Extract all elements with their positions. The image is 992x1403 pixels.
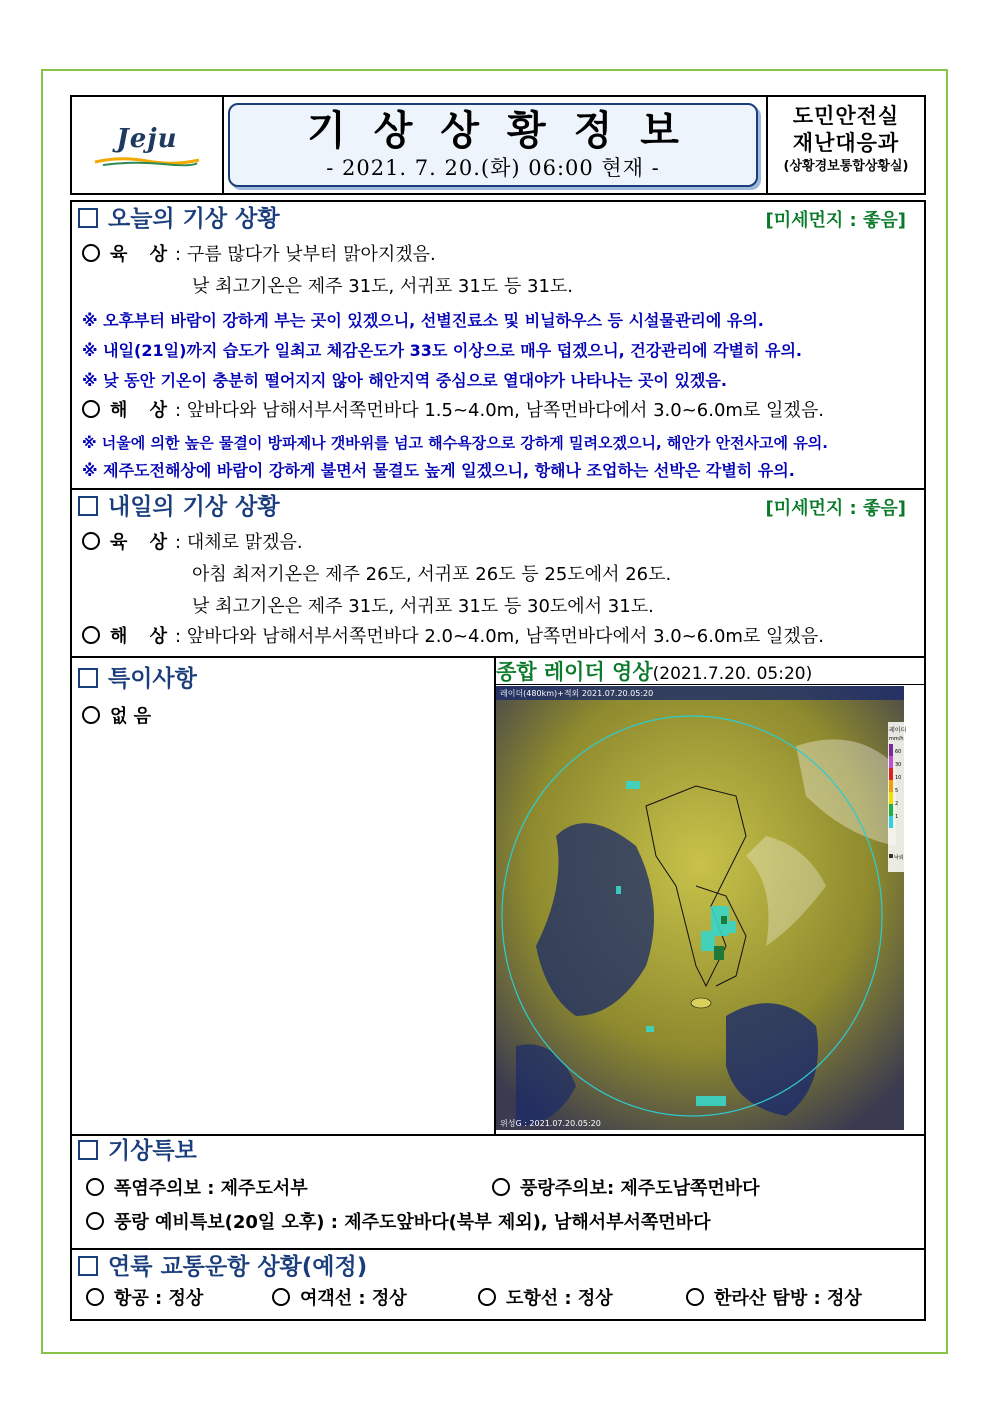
today-title: 오늘의 기상 상황 <box>78 204 280 234</box>
transport-item-ferry: 여객선 : 정상 <box>272 1286 407 1312</box>
today-section <box>72 202 924 490</box>
radar-legend <box>888 722 906 872</box>
report-date: - 2021. 7. 20.(화) 06:00 현재 - <box>326 156 660 180</box>
circle-bullet-icon <box>272 1288 290 1306</box>
svg-text:낙뢰: 낙뢰 <box>894 855 904 861</box>
circle-bullet-icon <box>492 1178 510 1196</box>
today-land-line2: 낮 최고기온은 제주 31도, 서귀포 31도 등 31도. <box>192 276 574 297</box>
title-box <box>228 103 758 187</box>
checkbox-icon <box>78 668 98 688</box>
circle-bullet-icon <box>82 244 100 262</box>
dept-line1: 도민안전실 <box>792 104 900 128</box>
svg-text:2: 2 <box>895 801 899 807</box>
circle-bullet-icon <box>86 1288 104 1306</box>
svg-text:레이더: 레이더 <box>889 727 907 734</box>
warnings-title: 기상특보 <box>78 1136 197 1166</box>
svg-text:mm/h: mm/h <box>889 736 904 742</box>
today-sea: 해 상: 앞바다와 남해서부서쪽먼바다 1.5~4.0m, 남쪽먼바다에서 3.0~6.0m로 일겠음. <box>82 398 824 424</box>
tomorrow-land: 육 상: 대체로 맑겠음. <box>82 530 303 556</box>
tomorrow-section <box>72 490 924 658</box>
warning-item-2: 풍랑주의보: 제주도남쪽먼바다 <box>492 1176 760 1202</box>
circle-bullet-icon <box>686 1288 704 1306</box>
dept-line3: (상황경보통합상황실) <box>783 159 909 174</box>
transport-item-hallasan: 한라산 탐방 : 정상 <box>686 1286 862 1312</box>
header <box>70 95 926 195</box>
today-land: 육 상: 구름 많다가 낮부터 맑아지겠음. <box>82 242 436 268</box>
tomorrow-land-line3: 낮 최고기온은 제주 31도, 서귀포 31도 등 30도에서 31도. <box>192 596 654 617</box>
special-radar-section <box>72 658 924 1136</box>
warnings-section <box>72 1136 924 1250</box>
department <box>766 97 924 193</box>
dept-line2: 재난대응과 <box>792 131 900 155</box>
today-dust: [미세먼지 : 좋음] <box>765 210 906 231</box>
checkbox-icon <box>78 1256 98 1276</box>
svg-text:10: 10 <box>895 775 902 781</box>
radar-image <box>496 686 907 1130</box>
transport-item-air: 항공 : 정상 <box>86 1286 203 1312</box>
logo-text: Jeju <box>116 124 178 154</box>
jeju-island <box>691 998 711 1008</box>
circle-bullet-icon <box>82 532 100 550</box>
circle-bullet-icon <box>82 706 100 724</box>
today-sea-note-1: ※ 너울에 의한 높은 물결이 방파제나 갯바위를 넘고 해수욕장으로 강하게 밀려오겠으니, 해안가 안전사고에 유의. <box>82 434 828 452</box>
logo-wave-icon <box>93 156 201 166</box>
transport-section <box>72 1250 924 1319</box>
circle-bullet-icon <box>86 1212 104 1230</box>
tomorrow-land-line2: 아침 최저기온은 제주 26도, 서귀포 26도 등 25도에서 26도. <box>192 564 672 585</box>
today-note-1: ※ 오후부터 바람이 강하게 부는 곳이 있겠으니, 선별진료소 및 비닐하우스 등 시설물관리에 유의. <box>82 311 764 330</box>
today-note-3: ※ 낮 동안 기온이 충분히 떨어지지 않아 해안지역 중심으로 열대야가 나타나는 곳이 있겠음. <box>82 371 727 390</box>
radar-title: 종합 레이더 영상(2021.7.20. 05:20) <box>496 660 813 684</box>
svg-text:60: 60 <box>895 749 902 755</box>
circle-bullet-icon <box>82 400 100 418</box>
divider <box>496 684 924 685</box>
transport-item-island-ship: 도항선 : 정상 <box>478 1286 613 1312</box>
radar-bottom-label: 위성G : 2021.07.20.05:20 <box>500 1119 601 1128</box>
transport-title: 연륙 교통운항 상황(예정) <box>78 1252 367 1282</box>
svg-text:1: 1 <box>895 814 899 820</box>
warning-item-1: 폭염주의보 : 제주도서부 <box>86 1176 308 1202</box>
svg-text:30: 30 <box>895 762 902 768</box>
circle-bullet-icon <box>478 1288 496 1306</box>
warning-item-3: 풍랑 예비특보(20일 오후) : 제주도앞바다(북부 제외), 남해서부서쪽먼바다 <box>86 1210 710 1236</box>
checkbox-icon <box>78 1140 98 1160</box>
checkbox-icon <box>78 208 98 228</box>
checkbox-icon <box>78 496 98 516</box>
tomorrow-title: 내일의 기상 상황 <box>78 492 280 522</box>
circle-bullet-icon <box>82 626 100 644</box>
today-note-2: ※ 내일(21일)까지 습도가 일최고 체감온도가 33도 이상으로 매우 덥겠으니, 건강관리에 각별히 유의. <box>82 341 803 360</box>
today-sea-note-2: ※ 제주도전해상에 바람이 강하게 불면서 물결도 높게 일겠으니, 항해나 조업하는 선박은 각별히 유의. <box>82 461 795 480</box>
circle-bullet-icon <box>86 1178 104 1196</box>
tomorrow-dust: [미세먼지 : 좋음] <box>765 498 906 519</box>
radar-top-label: 레이더(480km)+적외 2021.07.20.05:20 <box>500 689 654 698</box>
svg-text:5: 5 <box>895 788 899 794</box>
special-title: 특이사항 <box>78 664 197 694</box>
tomorrow-sea: 해 상: 앞바다와 남해서부서쪽먼바다 2.0~4.0m, 남쪽먼바다에서 3.0~6.0m로 일겠음. <box>82 624 824 650</box>
page-title: 기상상황정보 <box>307 108 707 154</box>
jeju-logo <box>72 97 224 193</box>
report-body <box>70 200 926 1321</box>
special-item: 없 음 <box>82 704 151 730</box>
